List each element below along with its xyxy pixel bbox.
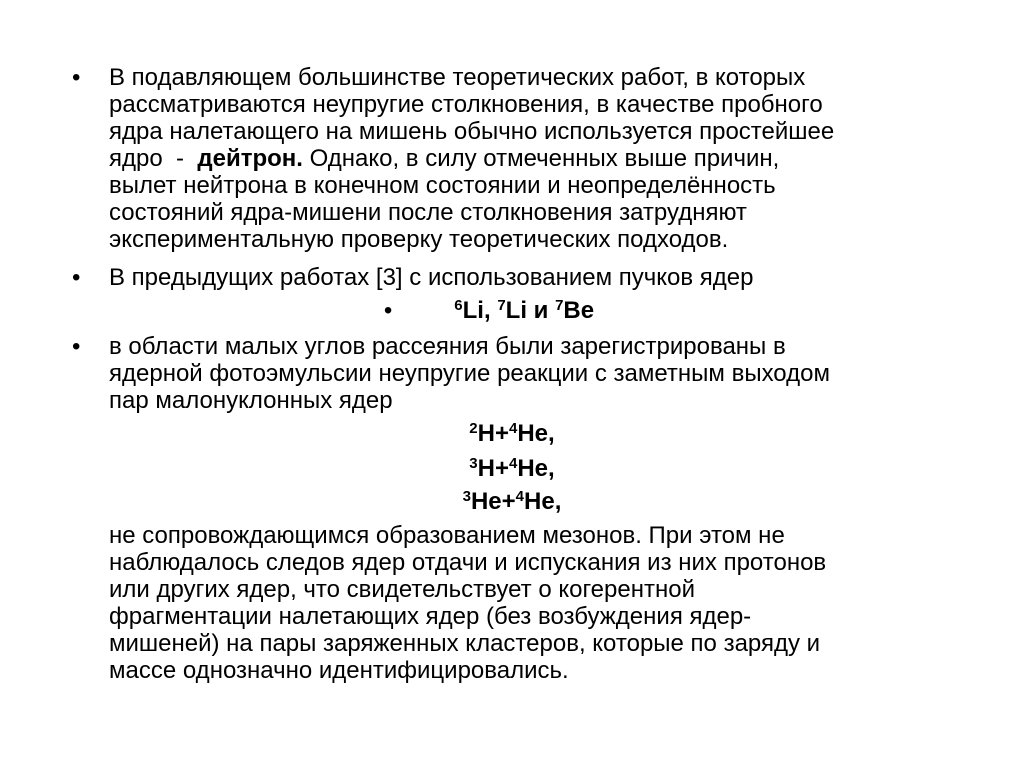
nuclei-pair-2 xyxy=(0,455,1024,483)
element-symbol: H+ xyxy=(477,420,509,447)
text-line: фрагментации налетающих ядер (без возбуждения ядер- xyxy=(109,603,752,630)
element-symbol: Li и xyxy=(505,297,556,324)
mass-number: 4 xyxy=(515,488,525,505)
text-line: вылет нейтрона в конечном состоянии и неопределённость xyxy=(109,172,776,199)
nuclei-beams-line xyxy=(0,297,1024,325)
nuclei-pair-3 xyxy=(0,488,1024,516)
text-line xyxy=(109,145,989,172)
element-symbol: He+ xyxy=(470,488,516,515)
element-symbol: Be xyxy=(563,297,595,324)
text-line: мишеней) на пары заряженных кластеров, которые по заряду и xyxy=(109,630,821,657)
text-line: в области малых углов рассеяния были зарегистрированы в xyxy=(109,333,786,360)
mass-number: 3 xyxy=(462,488,471,505)
text-line: или других ядер, что свидетельствует о когерентной xyxy=(109,576,695,603)
mass-number: 4 xyxy=(509,455,518,472)
mass-number: 2 xyxy=(469,420,478,437)
element-symbol: He, xyxy=(524,488,562,515)
bullet-marker-1: • xyxy=(72,64,81,91)
text-line: ядра налетающего на мишень обычно используется простейшее xyxy=(109,118,835,145)
text-line: В предыдущих работах [3] с использованием пучков ядер xyxy=(109,264,754,291)
deuteron-term: дейтрон. xyxy=(197,145,303,172)
bullet-marker-3: • xyxy=(72,333,81,360)
paragraph-deuteron xyxy=(109,64,989,253)
mass-number: 3 xyxy=(469,455,478,472)
bullet-marker-2: • xyxy=(72,264,81,291)
text-line: ядерной фотоэмульсии неупругие реакции с заметным выходом xyxy=(109,360,830,387)
element-symbol: H+ xyxy=(477,455,509,482)
element-symbol: He, xyxy=(517,455,555,482)
mass-number: 4 xyxy=(509,420,518,437)
nuclei-pair-1 xyxy=(0,420,1024,448)
text-line: В подавляющем большинстве теоретических работ, в которых xyxy=(109,64,806,91)
sub-bullet-marker: • xyxy=(383,297,393,324)
mass-number: 7 xyxy=(555,297,564,314)
text-line: экспериментальную проверку теоретических подходов. xyxy=(109,226,729,253)
element-symbol: He, xyxy=(517,420,555,447)
text-line: наблюдалось следов ядер отдачи и испускания из них протонов xyxy=(109,549,827,576)
mass-number: 6 xyxy=(454,297,463,314)
paragraph-previous-works xyxy=(109,264,989,291)
text-line: рассматриваются неупругие столкновения, в качестве пробного xyxy=(109,91,823,118)
paragraph-small-angles xyxy=(109,333,989,414)
text-line: пар малонуклонных ядер xyxy=(109,387,393,414)
text-segment: Однако, в силу отмеченных выше причин, xyxy=(302,145,780,172)
element-symbol: Li, xyxy=(462,297,498,324)
text-segment: ядро - xyxy=(109,145,198,172)
text-line: состояний ядра-мишени после столкновения затрудняют xyxy=(109,199,747,226)
text-line: массе однозначно идентифицировались. xyxy=(109,657,569,684)
text-line: не сопровождающимся образованием мезонов. При этом не xyxy=(109,522,785,549)
mass-number: 7 xyxy=(497,297,506,314)
paragraph-coherent-fragmentation xyxy=(109,522,989,684)
